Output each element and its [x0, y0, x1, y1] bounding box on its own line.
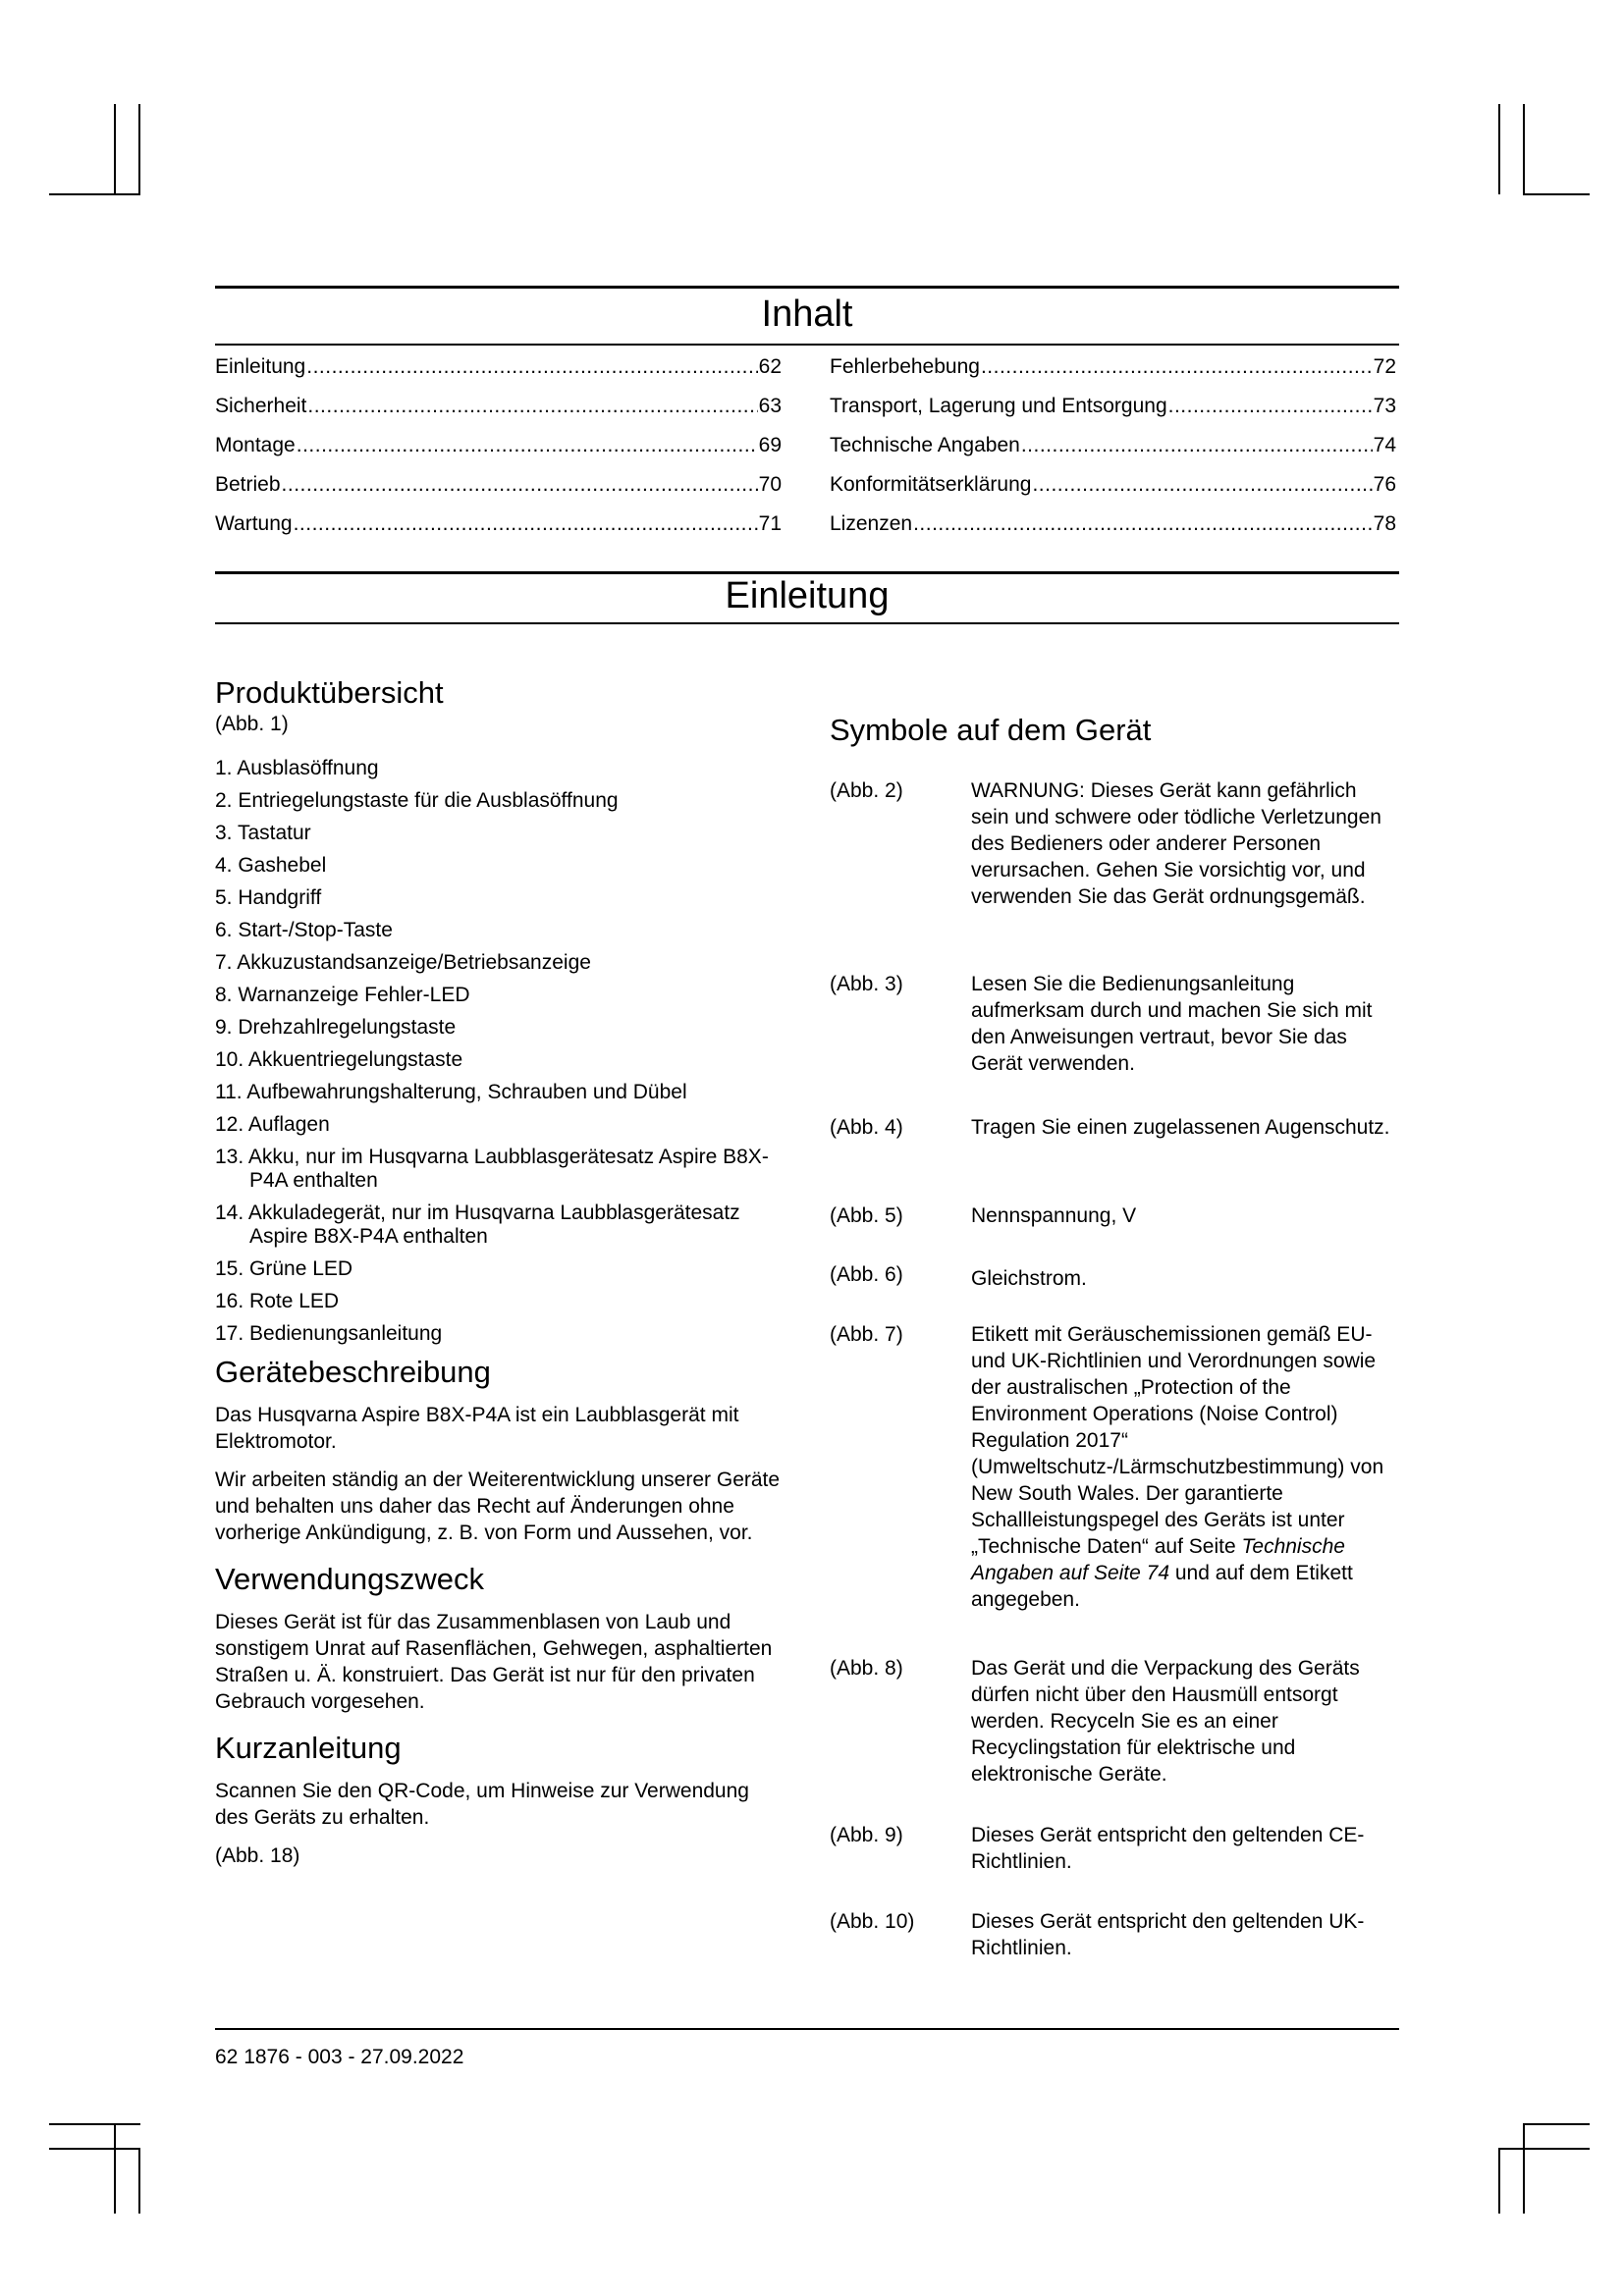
symbol-text: Tragen Sie einen zugelassenen Augenschutz.	[971, 1116, 1390, 1139]
list-item: 11. Aufbewahrungshalterung, Schrauben und Dübel	[215, 1081, 687, 1103]
geraet-heading: Gerätebeschreibung	[215, 1355, 491, 1389]
produkt-ref: (Abb. 1)	[215, 713, 289, 735]
list-item: 5. Handgriff	[215, 886, 322, 909]
kurz-heading: Kurzanleitung	[215, 1731, 402, 1765]
toc-title: Inhalt	[761, 294, 853, 335]
symbol-text: Dieses Gerät entspricht den geltenden CE-Richtlinien.	[971, 1824, 1365, 1873]
list-item: 7. Akkuzustandsanzeige/Betriebsanzeige	[215, 951, 591, 974]
symbol-text: WARNUNG: Dieses Gerät kann gefährlich sein und schwere oder tödliche Verletzungen des Bedieners oder anderer Personen verursachen. Gehen Sie vorsichtig vor, und verwenden Sie das Gerät ordnungsgemäß.	[971, 779, 1381, 908]
symbol-text: Etikett mit Geräuschemissionen gemäß EU- und UK-Richtlinien und Verordnungen sowie der australischen „Protection of the Environment Operations (Noise Control) Regulation 2017“ (Umweltschutz-/Lärmschutzbestimmung) von New South Wales. Der garantierte Schallleistungspegel des Geräts ist unter „Technische Daten“ auf Seite Technische Angaben auf Seite 74 und auf dem Etikett angegeben.	[971, 1323, 1384, 1611]
toc-left-column	[215, 355, 782, 552]
symbol-ref: (Abb. 3)	[830, 973, 903, 995]
toc-entry[interactable]: Fehlerbehebung ..... 72	[830, 355, 1396, 395]
geraet-paragraph-2: Wir arbeiten ständig an der Weiterentwicklung unserer Geräte und behalten uns daher das Recht auf Änderungen ohne vorherige Ankündigung, z. B. von Form und Aussehen, vor.	[215, 1468, 781, 1544]
toc-title-rule	[215, 344, 1399, 346]
footer-rule	[215, 2028, 1399, 2030]
toc-right-column	[830, 355, 1396, 552]
symbol-text: Das Gerät und die Verpackung des Geräts dürfen nicht über den Hausmüll entsorgt werden. Recyceln Sie es an einer Recyclingstation für elektrische und elektronische Geräte.	[971, 1657, 1360, 1786]
list-item: 2. Entriegelungstaste für die Ausblasöffnung	[215, 789, 619, 812]
symbol-text: Dieses Gerät entspricht den geltenden UK-Richtlinien.	[971, 1910, 1365, 1959]
list-item: 3. Tastatur	[215, 822, 311, 844]
toc-entry[interactable]: Technische Angaben ..... 74	[830, 434, 1396, 473]
toc-entry[interactable]: Konformitätserklärung ..... 76	[830, 473, 1396, 512]
section-title: Einleitung	[725, 575, 890, 616]
toc-entry[interactable]: Einleitung ..... 62	[215, 355, 782, 395]
right-column	[830, 713, 1399, 1989]
toc-entry[interactable]: Lizenzen ..... 78	[830, 512, 1396, 552]
list-item: 1. Ausblasöffnung	[215, 757, 379, 779]
page-footer	[215, 2046, 463, 2069]
symbol-text: Lesen Sie die Bedienungsanleitung aufmerksam durch und machen Sie sich mit den Anweisungen vertraut, bevor Sie das Gerät verwenden.	[971, 973, 1373, 1075]
toc-entry[interactable]: Sicherheit ..... 63	[215, 395, 782, 434]
list-item: 10. Akkuentriegelungstaste	[215, 1048, 463, 1071]
page-number: 62	[215, 2046, 239, 2068]
symbol-ref: (Abb. 7)	[830, 1323, 903, 1346]
symbol-ref: (Abb. 4)	[830, 1116, 903, 1139]
kurz-paragraph: Scannen Sie den QR-Code, um Hinweise zur Verwendung des Geräts zu erhalten.	[215, 1780, 749, 1829]
symbol-ref: (Abb. 2)	[830, 779, 903, 802]
zweck-paragraph: Dieses Gerät ist für das Zusammenblasen von Laub und sonstigem Unrat auf Rasenflächen, Gehwegen, asphaltierten Straßen u. Ä. konstruiert. Das Gerät ist nur für den privaten Gebrauch vorgesehen.	[215, 1611, 773, 1713]
toc-entry[interactable]: Betrieb ..... 70	[215, 473, 782, 512]
symbol-ref: (Abb. 8)	[830, 1657, 903, 1680]
produkt-heading: Produktübersicht	[215, 675, 444, 710]
section-bottom-rule	[215, 622, 1399, 624]
list-item: 15. Grüne LED	[215, 1257, 353, 1280]
list-item: 8. Warnanzeige Fehler-LED	[215, 984, 470, 1006]
left-column	[215, 675, 785, 1881]
list-item: 14. Akkuladegerät, nur im Husqvarna Laubblasgerätesatz Aspire B8X-P4A enthalten	[215, 1201, 740, 1248]
toc-entry[interactable]: Wartung ..... 71	[215, 512, 782, 552]
technische-angaben-link[interactable]: Technische Angaben auf Seite 74	[971, 1535, 1345, 1584]
symbol-ref: (Abb. 9)	[830, 1824, 903, 1846]
symbol-text: Nennspannung, V	[971, 1204, 1137, 1227]
list-item: 9. Drehzahlregelungstaste	[215, 1016, 457, 1039]
toc-top-rule	[215, 286, 1399, 289]
toc-entry[interactable]: Montage ..... 69	[215, 434, 782, 473]
kurz-ref: (Abb. 18)	[215, 1844, 300, 1867]
list-item: 16. Rote LED	[215, 1290, 340, 1312]
list-item: 12. Auflagen	[215, 1113, 330, 1136]
document-id: 1876 - 003 - 27.09.2022	[244, 2046, 464, 2068]
symbol-text: Gleichstrom.	[971, 1267, 1087, 1290]
produkt-list	[215, 757, 785, 1346]
zweck-heading: Verwendungszweck	[215, 1562, 484, 1596]
list-item: 13. Akku, nur im Husqvarna Laubblasgerätesatz Aspire B8X-P4A enthalten	[215, 1146, 769, 1192]
list-item: 6. Start-/Stop-Taste	[215, 919, 393, 941]
list-item: 4. Gashebel	[215, 854, 327, 877]
geraet-paragraph-1: Das Husqvarna Aspire B8X-P4A ist ein Laubblasgerät mit Elektromotor.	[215, 1404, 739, 1453]
symbole-heading: Symbole auf dem Gerät	[830, 713, 1152, 747]
symbol-ref: (Abb. 5)	[830, 1204, 903, 1227]
section-top-rule	[215, 571, 1399, 574]
symbol-ref: (Abb. 6)	[830, 1263, 903, 1286]
list-item: 17. Bedienungsanleitung	[215, 1322, 443, 1345]
toc-entry[interactable]: Transport, Lagerung und Entsorgung ..... 73	[830, 395, 1396, 434]
symbol-ref: (Abb. 10)	[830, 1910, 915, 1933]
